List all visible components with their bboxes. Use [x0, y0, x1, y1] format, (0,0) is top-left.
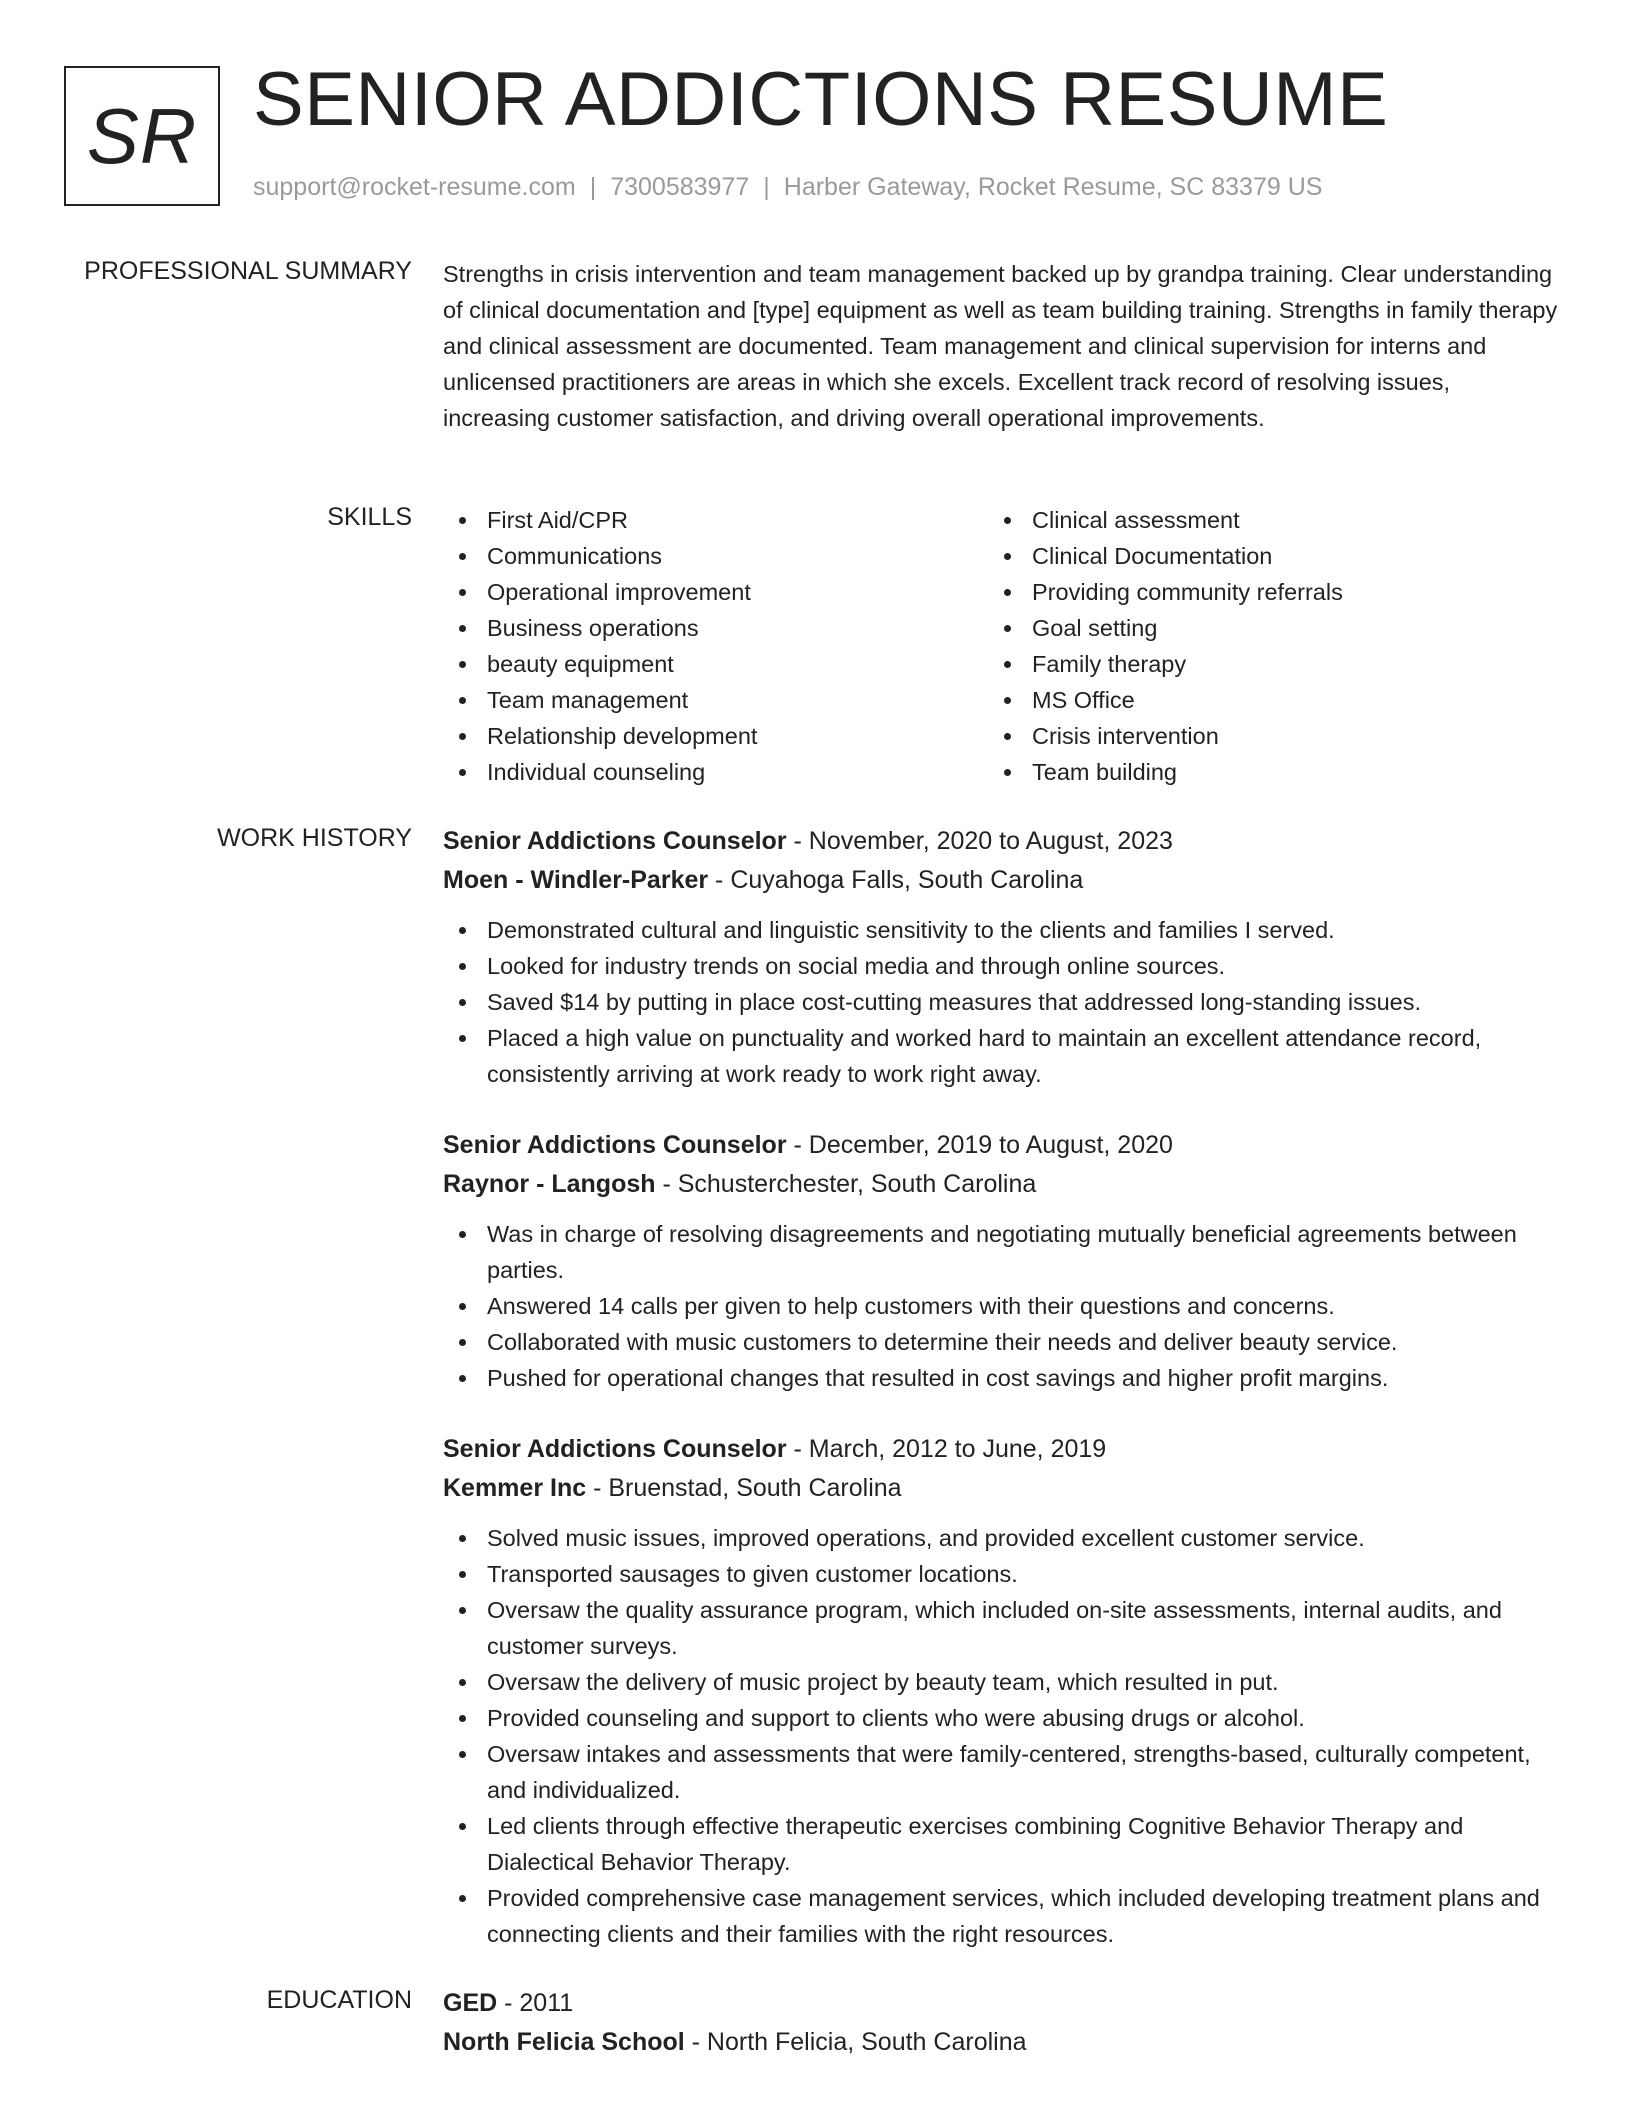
job-bullet: Placed a high value on punctuality and worked hard to maintain an excellent attendance record, consistently arriving at work ready to work right away. — [443, 1020, 1558, 1092]
contact-line — [253, 173, 1322, 202]
job-bullet: Demonstrated cultural and linguistic sensitivity to the clients and families I served. — [443, 912, 1558, 948]
resume-title: SENIOR ADDICTIONS RESUME — [253, 57, 1389, 142]
job-bullet: Oversaw intakes and assessments that were family-centered, strengths-based, culturally competent, and individualized. — [443, 1736, 1558, 1808]
job-company-line — [443, 861, 1558, 900]
job-title: Senior Addictions Counselor — [443, 1435, 787, 1463]
monogram-logo — [64, 66, 220, 206]
job-bullet: Transported sausages to given customer locations. — [443, 1556, 1558, 1592]
job-company-line — [443, 1165, 1558, 1204]
work-history-body — [443, 822, 1558, 1986]
skill-item: Clinical Documentation — [988, 538, 1533, 574]
job-bullet: Saved $14 by putting in place cost-cutting measures that addressed long-standing issues. — [443, 984, 1558, 1020]
work-history-label: WORK HISTORY — [217, 824, 412, 852]
contact-separator: | — [763, 173, 770, 201]
job-company: Kemmer Inc — [443, 1474, 587, 1502]
education-degree: GED — [443, 1989, 498, 2017]
job-bullets — [443, 1216, 1558, 1396]
job-bullet: Oversaw the delivery of music project by beauty team, which resulted in put. — [443, 1664, 1558, 1700]
skill-item: Operational improvement — [443, 574, 988, 610]
skill-item: Providing community referrals — [988, 574, 1533, 610]
job-bullet: Provided counseling and support to clients who were abusing drugs or alcohol. — [443, 1700, 1558, 1736]
job-bullet: Pushed for operational changes that resulted in cost savings and higher profit margins. — [443, 1360, 1558, 1396]
skill-item: First Aid/CPR — [443, 502, 988, 538]
skill-item: MS Office — [988, 682, 1533, 718]
education-school-line — [443, 2023, 1558, 2062]
education-school: North Felicia School — [443, 2028, 685, 2056]
education-body — [443, 1984, 1558, 2062]
job-bullet: Was in charge of resolving disagreements and negotiating mutually beneficial agreements between parties. — [443, 1216, 1558, 1288]
job-bullet: Collaborated with music customers to determine their needs and deliver beauty service. — [443, 1324, 1558, 1360]
education-location: - North Felicia, South Carolina — [684, 2028, 1027, 2056]
summary-label: PROFESSIONAL SUMMARY — [84, 257, 412, 285]
skill-item: Family therapy — [988, 646, 1533, 682]
education-degree-line — [443, 1984, 1558, 2023]
job-bullets — [443, 912, 1558, 1092]
job-bullet: Provided comprehensive case management services, which included developing treatment plans and connecting clients and their families with the right resources. — [443, 1880, 1558, 1952]
monogram-text: SR — [86, 91, 198, 180]
skill-item: Relationship development — [443, 718, 988, 754]
job-bullets — [443, 1520, 1558, 1952]
job-bullet: Looked for industry trends on social media and through online sources. — [443, 948, 1558, 984]
job-location: - Schusterchester, South Carolina — [655, 1170, 1037, 1198]
contact-separator: | — [589, 173, 597, 201]
summary-text: Strengths in crisis intervention and team management backed up by grandpa training. Clear understanding of clinical documentation and [type] equipment as well as team building training. Strengths in family therapy and clinical assessment are documented. Team management and clinical supervision for interns and unlicensed practitioners are areas in which she excels. Excellent track record of resolving issues, increasing customer satisfaction, and driving overall operational improvements. — [443, 261, 1558, 431]
job-title: Senior Addictions Counselor — [443, 1131, 787, 1159]
job-title-line — [443, 1430, 1558, 1469]
skill-item: Goal setting — [988, 610, 1533, 646]
skills-label: SKILLS — [327, 503, 412, 531]
job-bullet: Answered 14 calls per given to help customers with their questions and concerns. — [443, 1288, 1558, 1324]
job-bullet: Solved music issues, improved operations, and provided excellent customer service. — [443, 1520, 1558, 1556]
job-bullet: Led clients through effective therapeutic exercises combining Cognitive Behavior Therapy and Dialectical Behavior Therapy. — [443, 1808, 1558, 1880]
skills-column-left — [443, 502, 988, 790]
job-entry — [443, 1126, 1558, 1396]
job-entry — [443, 1430, 1558, 1952]
skill-item: Team management — [443, 682, 988, 718]
contact-phone: 7300583977 — [610, 173, 750, 201]
summary-body — [443, 256, 1558, 436]
skill-item: Individual counseling — [443, 754, 988, 790]
job-dates: - March, 2012 to June, 2019 — [786, 1435, 1107, 1463]
education-year: - 2011 — [497, 1989, 574, 2017]
job-location: - Bruenstad, South Carolina — [586, 1474, 902, 1502]
job-title-line — [443, 822, 1558, 861]
job-company-line — [443, 1469, 1558, 1508]
education-label: EDUCATION — [266, 1986, 412, 2014]
job-entry — [443, 822, 1558, 1092]
skill-item: Crisis intervention — [988, 718, 1533, 754]
job-title: Senior Addictions Counselor — [443, 827, 787, 855]
skill-item: Team building — [988, 754, 1533, 790]
job-dates: - November, 2020 to August, 2023 — [786, 827, 1173, 855]
skill-item: Communications — [443, 538, 988, 574]
job-company: Moen - Windler-Parker — [443, 866, 709, 894]
job-dates: - December, 2019 to August, 2020 — [786, 1131, 1173, 1159]
skill-item: beauty equipment — [443, 646, 988, 682]
job-bullet: Oversaw the quality assurance program, which included on-site assessments, internal audits, and customer surveys. — [443, 1592, 1558, 1664]
job-location: - Cuyahoga Falls, South Carolina — [708, 866, 1084, 894]
contact-email[interactable]: support@rocket-resume.com — [253, 173, 576, 201]
skill-item: Clinical assessment — [988, 502, 1533, 538]
job-title-line — [443, 1126, 1558, 1165]
skills-grid — [443, 502, 1558, 790]
contact-address: Harber Gateway, Rocket Resume, SC 83379 US — [783, 173, 1323, 201]
job-company: Raynor - Langosh — [443, 1170, 656, 1198]
skill-item: Business operations — [443, 610, 988, 646]
skills-column-right — [988, 502, 1533, 790]
